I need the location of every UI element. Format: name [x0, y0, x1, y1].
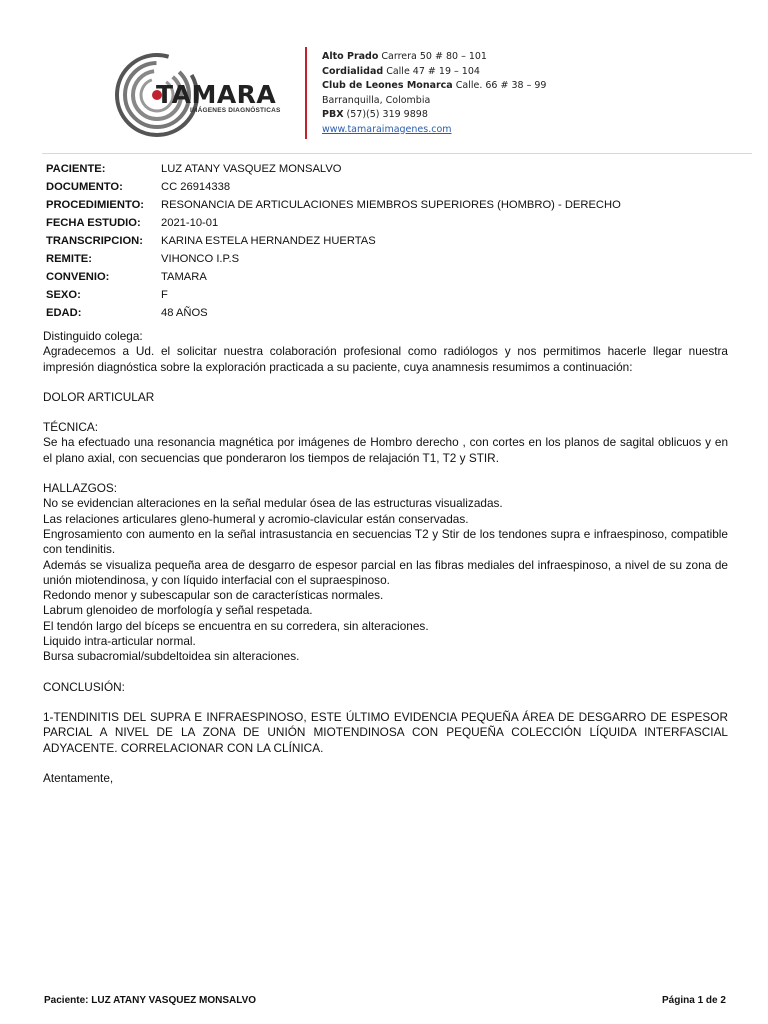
conclusion-text: 1-TENDINITIS DEL SUPRA E INFRAESPINOSO, ESTE ÚLTIMO EVIDENCIA PEQUEÑA ÁREA DE DESGARRO DE ESPESOR PARCIAL A NIVEL DE LA ZONA DE UNIÓN MIOTENDINOSA CON PEQUEÑA COLECCIÓN LÍQUIDA INTERFASCIAL ADYACENTE. CORRELACIONAR CON LA CLÍNICA. [43, 709, 728, 755]
tamara-logo [112, 50, 302, 140]
contact-line-1: Alto Prado Carrera 50 # 80 – 101 [322, 51, 487, 62]
hallazgo-item: Engrosamiento con aumento en la señal intrasustancia en secuencias T2 y Stir de los tendones supra e infraespinoso, compatible con tendinitis. [43, 526, 728, 557]
contact-line-2: Cordialidad Calle 47 # 19 – 104 [322, 65, 480, 77]
tecnica-title: TÉCNICA: [43, 420, 99, 435]
greeting: Distinguido colega: [43, 329, 143, 343]
contact-block [322, 50, 546, 137]
hallazgo-item: El tendón largo del bíceps se encuentra en su corredera, sin alteraciones. [43, 618, 429, 633]
hallazgo-item: No se evidencian alteraciones en la señal medular ósea de las estructuras visualizadas. [43, 496, 503, 511]
report-body [43, 329, 728, 786]
info-row: EDAD: 48 AÑOS [46, 307, 208, 319]
hallazgo-item: Bursa subacromial/subdeltoidea sin alteraciones. [43, 649, 300, 664]
hallazgos-title: HALLAZGOS: [43, 481, 118, 496]
info-row: SEXO: F [46, 289, 168, 301]
header-divider [305, 47, 307, 139]
intro-paragraph: Agradecemos a Ud. el solicitar nuestra colaboración profesional como radiólogos y nos permitimos hacerle llegar nuestra impresión diagnóstica sobre la exploración practicada a su paciente, cuya anamnesis resumimos a continuación: [43, 344, 728, 374]
tecnica-text: Se ha efectuado una resonancia magnética por imágenes de Hombro derecho , con cortes en los planos de sagital oblicuos y en el plano axial, con secuencias que ponderaron los tiempos de relajación T1, T2 y STIR. [43, 435, 728, 465]
contact-line-5: PBX (57)(5) 319 9898 [322, 109, 428, 120]
conclusion-title: CONCLUSIÓN: [43, 679, 125, 694]
closing: Atentamente, [43, 770, 114, 785]
anamnesis: DOLOR ARTICULAR [43, 389, 155, 404]
contact-line-4: Barranquilla, Colombia [322, 94, 431, 106]
info-row: FECHA ESTUDIO: 2021-10-01 [46, 217, 219, 229]
hallazgo-item: Liquido intra-articular normal. [43, 634, 196, 649]
logo-subtitle: IMÁGENES DIAGNÓSTICAS [190, 107, 281, 114]
info-row: CONVENIO: TAMARA [46, 271, 207, 283]
hallazgo-item: Las relaciones articulares gleno-humeral y acromio-clavicular están conservadas. [43, 511, 469, 526]
patient-info [46, 160, 621, 322]
logo-name: TAMARA [156, 80, 277, 109]
info-row: REMITE: VIHONCO I.P.S [46, 253, 240, 265]
footer-patient: Paciente: LUZ ATANY VASQUEZ MONSALVO [44, 995, 257, 1006]
hallazgo-item: Además se visualiza pequeña area de desgarro de espesor parcial en las fibras mediales del infraespinoso, a nivel de su zona de unión miotendinosa, y con líquido interfacial con el supraespinoso. [43, 557, 728, 587]
info-row: DOCUMENTO: CC 26914338 [46, 181, 231, 193]
hallazgo-item: Labrum glenoideo de morfología y señal respetada. [43, 603, 313, 618]
info-row: PROCEDIMIENTO: RESONANCIA DE ARTICULACIONES MIEMBROS SUPERIORES (HOMBRO) - DERECHO [46, 199, 621, 211]
website-link[interactable]: www.tamaraimagenes.com [322, 123, 452, 135]
footer-page-number: Página 1 de 2 [662, 995, 726, 1006]
info-row: PACIENTE: LUZ ATANY VASQUEZ MONSALVO [46, 163, 342, 175]
hallazgo-item: Redondo menor y subescapular son de características normales. [43, 588, 384, 603]
report-header [0, 0, 768, 150]
header-rule [42, 153, 752, 154]
contact-line-3: Club de Leones Monarca Calle. 66 # 38 – 99 [322, 80, 547, 91]
info-row: TRANSCRIPCION: KARINA ESTELA HERNANDEZ HUERTAS [46, 235, 376, 247]
